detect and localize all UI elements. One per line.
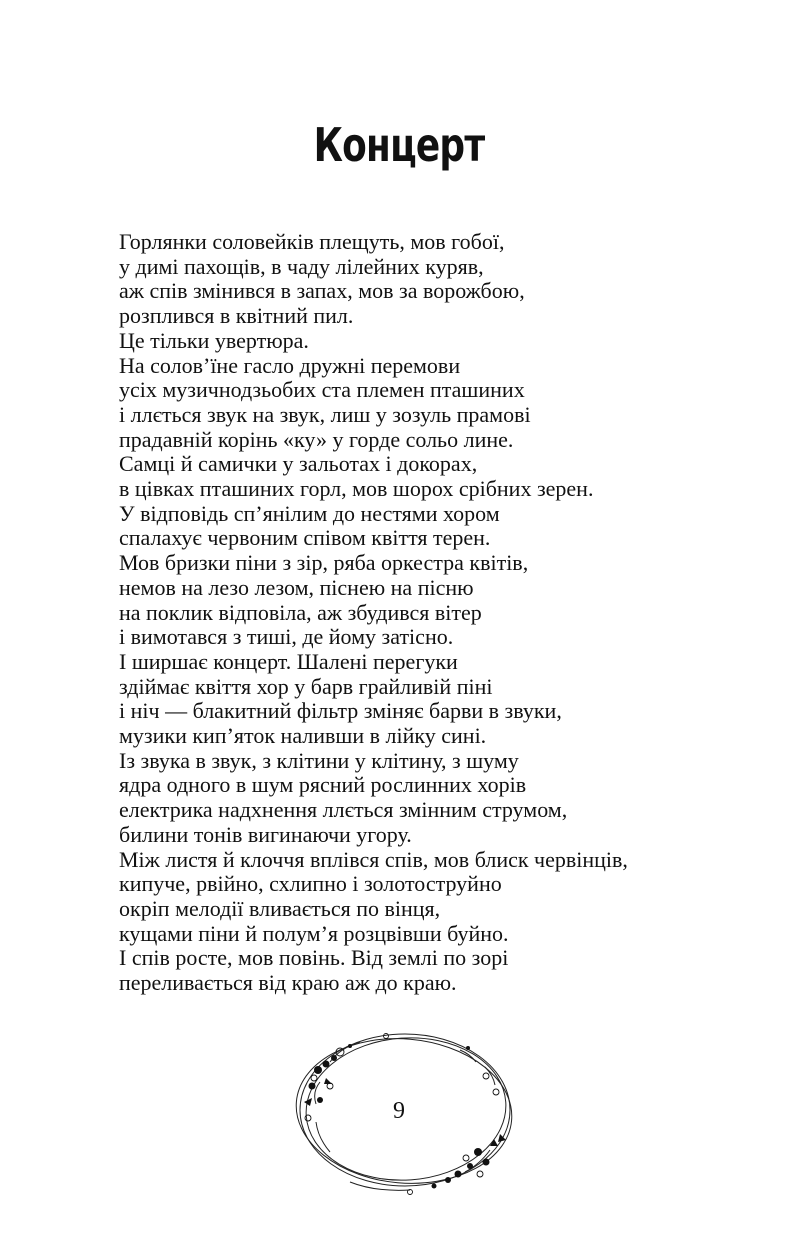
poem-line: І ширшає концерт. Шалені перегуки [119,648,458,674]
poem-line: немов на лезо лезом, піснею на пісню [119,574,474,600]
poem-line: в цівках пташиних горл, мов шорох срібних зерен. [119,476,594,502]
poem-line: і вимотався з тиші, де йому затісно. [119,624,454,650]
poem-line: і ніч — блакитний фільтр зміняє барви в звуки, [119,698,562,724]
poem-line: електрика надхнення ллється змінним струмом, [119,797,568,823]
poem-line: На солов’їне гасло дружні перемови [119,352,461,378]
poem-text [119,230,719,996]
poem-line: усіх музичнодзьобих ста племен пташиних [119,377,525,403]
poem-line: прадавній корінь «ку» у горде сольо лине. [119,426,514,452]
page-number: 9 [393,1098,405,1124]
poem-line: кипуче, рвійно, схлипно і золотоструйно [119,871,502,897]
poem-line: Із звука в звук, з клітини у клітину, з шуму [119,747,519,773]
poem-line: І спів росте, мов повінь. Від землі по зорі [119,945,509,971]
poem-line: Між листя й клоччя вплівся спів, мов блиск червінців, [119,846,628,872]
poem-title: Концерт [313,118,485,172]
poem-line: ядра одного в шум рясний рослинних хорів [119,772,527,798]
poem-line: на поклик відповіла, аж збудився вітер [119,599,482,625]
poem-line: Самці й самички у зальотах і докорах, [119,451,478,477]
poem-line: У відповідь сп’янілим до нестями хором [119,500,500,526]
poem-line: і ллється звук на звук, лиш у зозуль прамові [119,401,531,427]
poem-line: спалахує червоним співом квіття терен. [119,525,491,551]
poem-line: переливається від краю аж до краю. [119,970,457,996]
poem-line: здіймає квіття хор у барв грайливій піні [119,673,493,699]
poem-line: кущами піни й полум’я розцвівши буйно. [119,920,509,946]
poem-line: аж спів змінився в запах, мов за ворожбою, [119,278,525,304]
poem-line: Це тільки увертюра. [119,327,309,353]
poem-line: у димі пахощів, в чаду лілейних куряв, [119,253,484,279]
poem-line: музики кип’яток наливши в лійку сині. [119,723,487,749]
poem-line: окріп мелодії вливається по вінця, [119,895,441,921]
poem-line: Мов бризки піни з зір, ряба оркестра квітів, [119,550,529,576]
poem-line: Горлянки соловейків плещуть, мов гобої, [119,229,505,254]
poem-line: розплився в квітний пил. [119,303,354,329]
poem-line: билини тонів вигинаючи угору. [119,821,412,847]
